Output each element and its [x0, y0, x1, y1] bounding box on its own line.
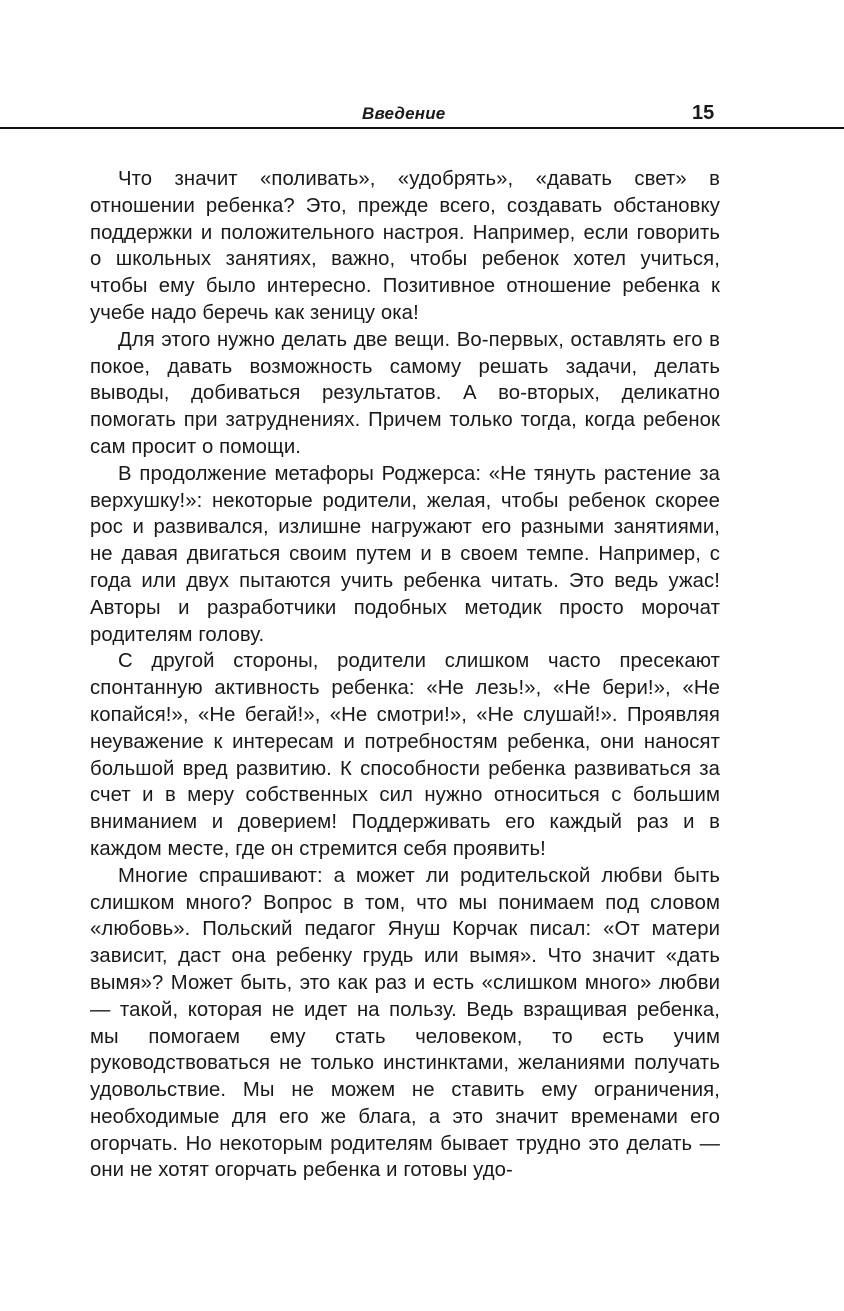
- paragraph: Что значит «поливать», «удобрять», «давать свет» в отношении ребенка? Это, прежде всего, создавать обстановку поддержки и положительного настроя. Например, если говорить о школьных занятиях, важно, чтобы ребенок хотел учиться, чтобы ему было интересно. Позитивное отношение ребенка к учебе надо беречь как зеницу ока!: [90, 168, 720, 324]
- paragraph: Многие спрашивают: а может ли родительской любви быть слишком много? Вопрос в том, что мы понимаем под словом «любовь». Польский педагог Януш Корчак писал: «От матери зависит, даст она ребенку грудь или вымя». Что значит «дать вымя»? Может быть, это как раз и есть «слишком много» любви — такой, которая не идет на пользу. Ведь взращивая ребенка, мы помогаем ему стать человеком, то есть учим руководствоваться не только инстинктами, желаниями получать удовольствие. Мы не можем не ставить ему ограничения, необходимые для его же блага, а это значит временами его огорчать. Но некоторым родителям бывает трудно это делать — они не хотят огорчать ребенка и готовы удо-: [90, 864, 720, 1182]
- paragraph: Для этого нужно делать две вещи. Во-первых, оставлять его в покое, давать возможность самому решать задачи, делать выводы, добиваться результатов. А во-вторых, деликатно помогать при затруднениях. Причем только тогда, когда ребенок сам просит о помощи.: [90, 328, 720, 458]
- paragraph: В продолжение метафоры Роджерса: «Не тянуть растение за верхушку!»: некоторые родители, желая, чтобы ребенок скорее рос и развивался, излишне нагружают его разными занятиями, не давая двигаться своим путем и в своем темпе. Например, с года или двух пытаются учить ребенка читать. Это ведь ужас! Авторы и разработчики подобных методик просто морочат родителям голову.: [90, 462, 720, 646]
- body-text: [90, 166, 720, 1184]
- paragraph: С другой стороны, родители слишком часто пресекают спонтанную активность ребенка: «Не лезь!», «Не бери!», «Не копайся!», «Не бегай!», «Не смотри!», «Не слушай!». Проявляя неуважение к интересам и потребностям ребенка, они наносят большой вред развитию. К способности ребенка развиваться за счет и в меру собственных сил нужно относиться с большим вниманием и доверием! Поддерживать его каждый раз и в каждом месте, где он стремится себя проявить!: [90, 650, 720, 860]
- page-number: 15: [692, 102, 715, 124]
- running-head: [0, 96, 844, 132]
- header-rule: [0, 127, 844, 129]
- section-title: Введение: [362, 104, 446, 123]
